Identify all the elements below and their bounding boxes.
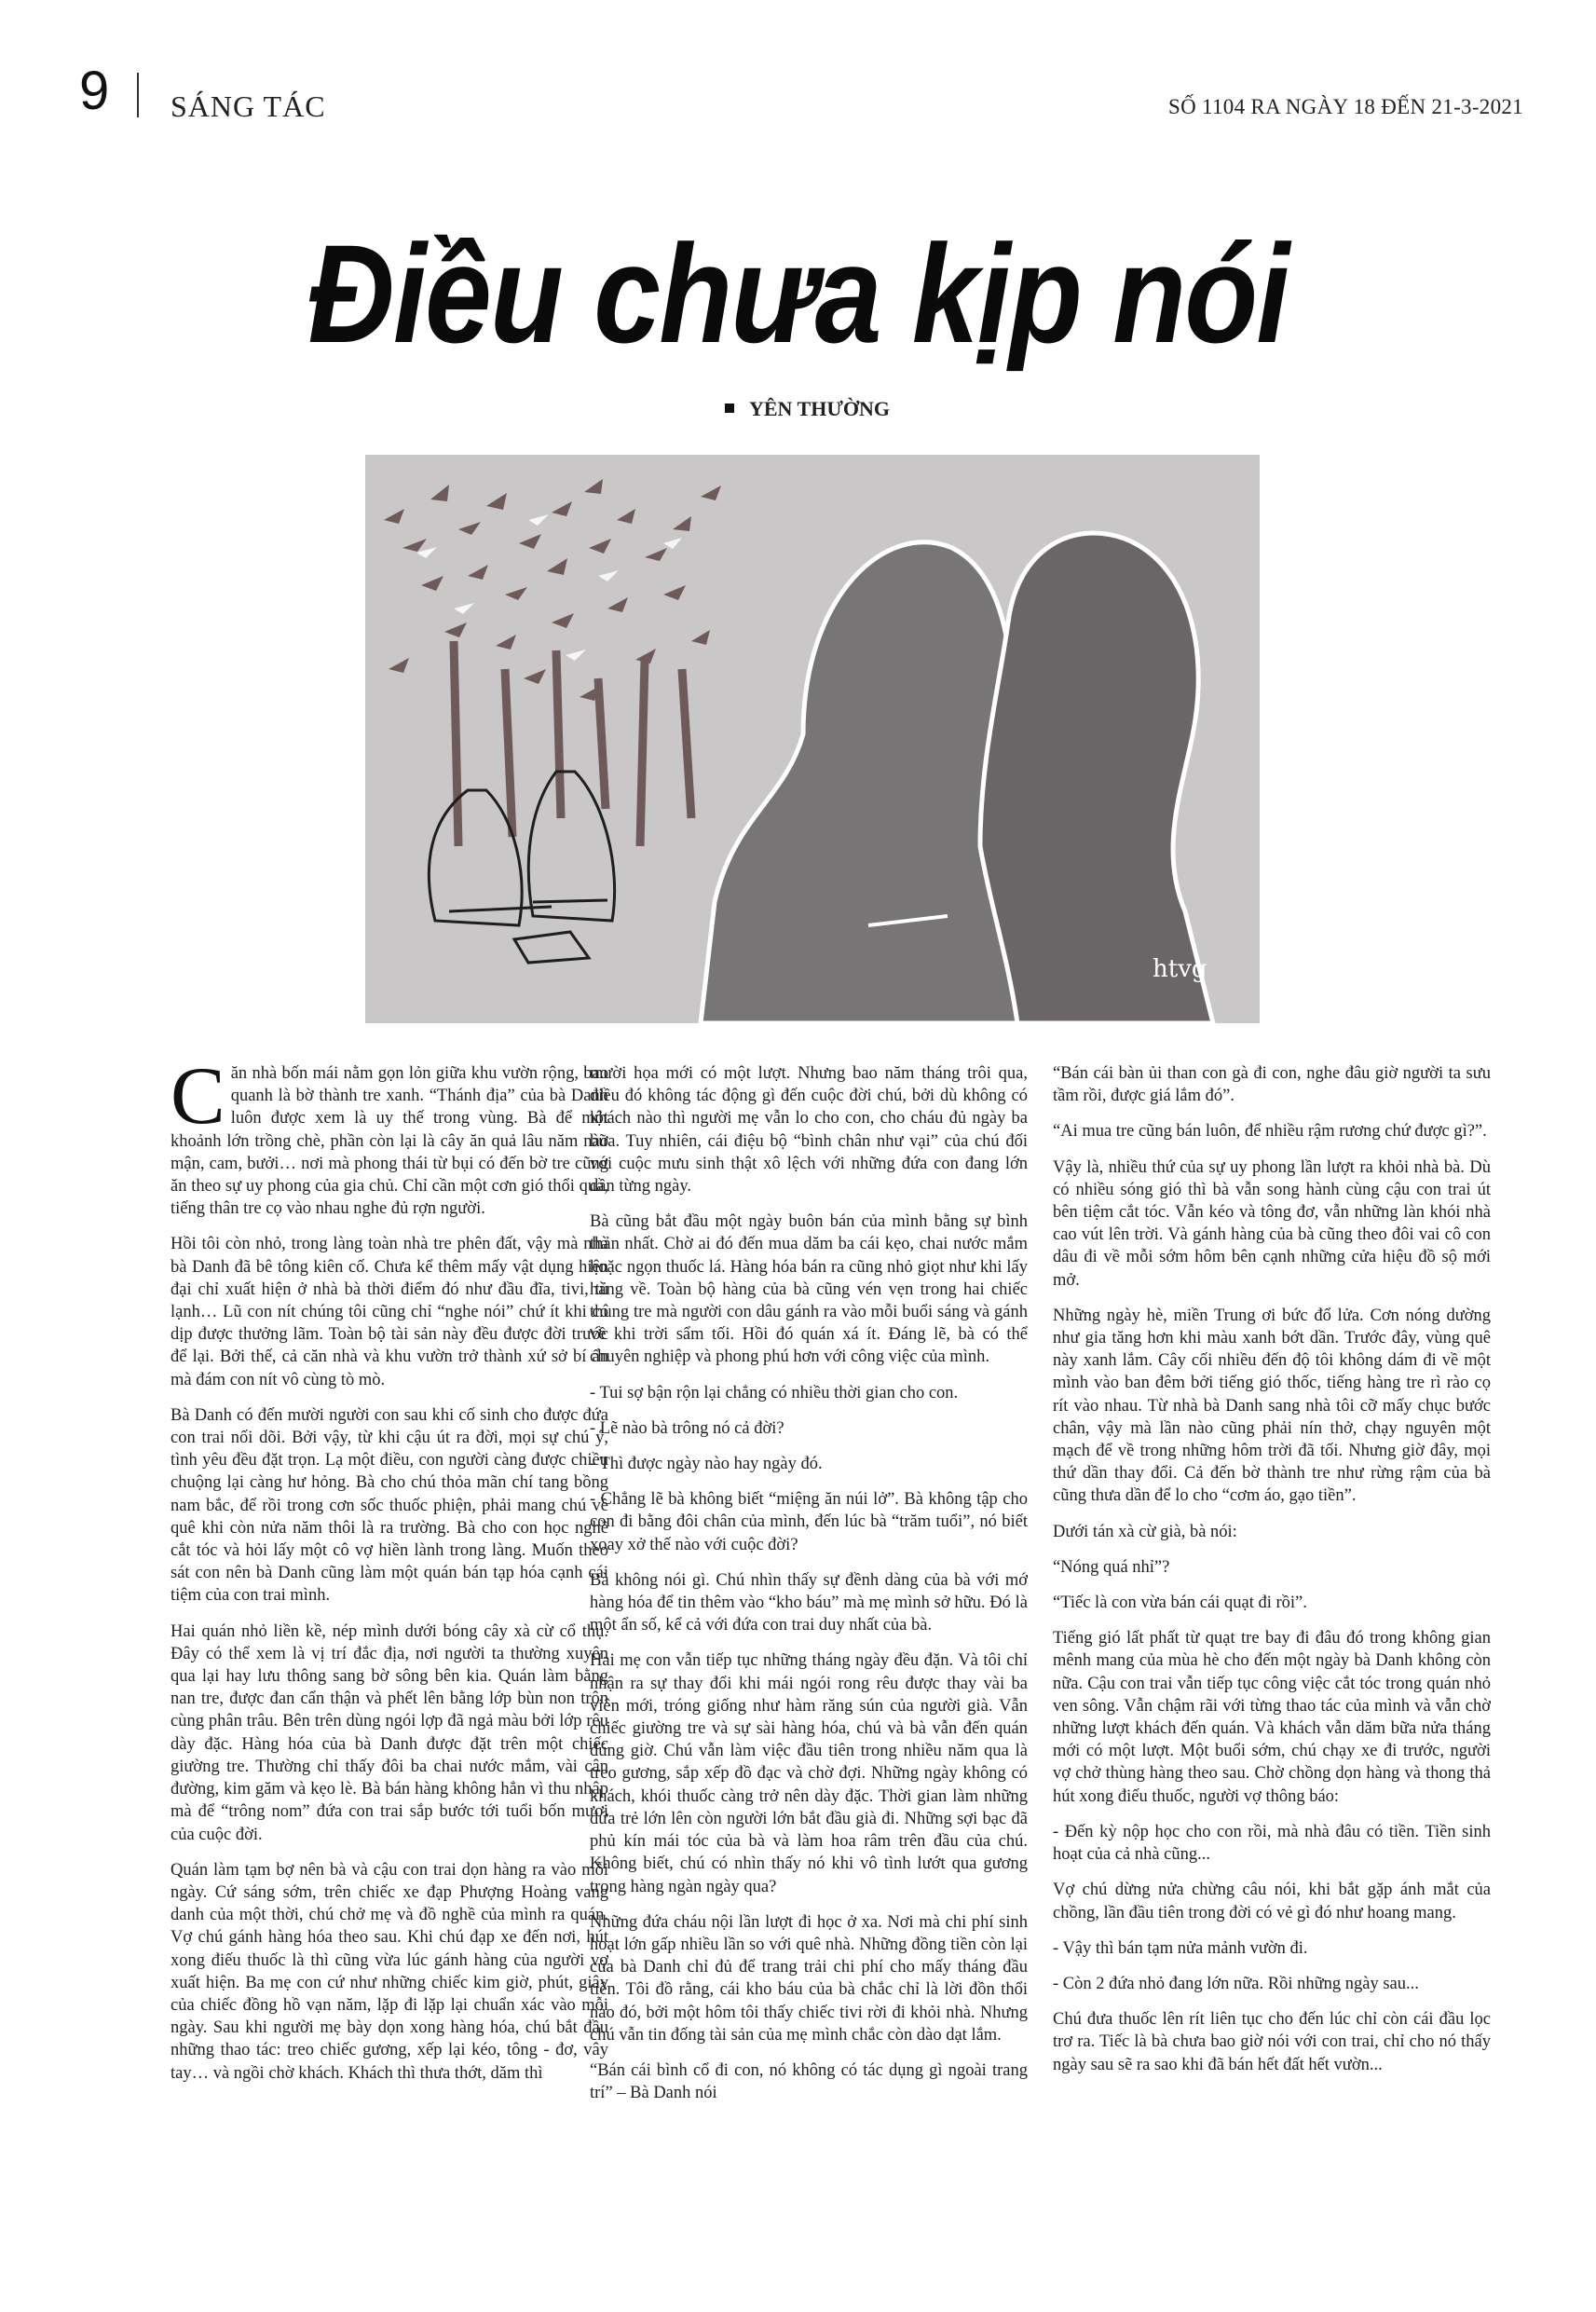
page-number: 9 bbox=[79, 61, 110, 121]
article-column-3 bbox=[1053, 1062, 1491, 2292]
illustration-signature: htvg bbox=[1153, 955, 1207, 983]
dialogue-line: - Đến kỳ nộp học cho con rồi, mà nhà đâu có tiền. Tiền sinh hoạt của cả nhà cũng... bbox=[1053, 1822, 1491, 1865]
paragraph: Chú đưa thuốc lên rít liên tục cho đến lúc chỉ còn cái đầu lọc trơ ra. Tiếc là bà chưa bao giờ nói với con trai, chỉ cho nó thấy ngày sau sẽ ra sao khi đã bán hết đất hết vườn... bbox=[1053, 2010, 1491, 2074]
drop-cap: C bbox=[171, 1062, 225, 1142]
dialogue-line: - Vậy thì bán tạm nửa mảnh vườn đi. bbox=[1053, 1938, 1308, 1958]
article-column-1 bbox=[171, 1062, 608, 2292]
article-title: Điều chưa kịp nói bbox=[307, 215, 1289, 372]
paragraph: Bà cũng bắt đầu một ngày buôn bán của mình bằng sự bình thản nhất. Chờ ai đó đến mua dăm ba cái kẹo, chai nước mắm hoặc ngọn thuốc lá. Hàng hóa bán ra cũng nhỏ giọt như khi lấy hàng về. Toàn bộ hàng của bà cũng vén vẹn trong hai chiếc thùng tre mà người con dâu gánh ra vào mỗi buổi sáng và gánh về khi trời sẩm tối. Hồi đó quán xá ít. Đáng lẽ, bà có thể chuyên nghiệp và phong phú hơn với công việc của mình. bbox=[590, 1212, 1028, 1367]
paragraph: Hai quán nhỏ liền kề, nép mình dưới bóng cây xà cừ cổ thụ. Đây có thể xem là vị trí đắc địa, nơi người ta thường xuyên qua lại hay lưu thông sang bờ sông bên kia. Quán làm bằng nan tre, được đan cẩn thận và phết lên bằng lớp bùn non trộn cùng phân trâu. Bên trên dùng ngói lợp đã ngả màu bởi lớp rêu dày đặc. Hàng hóa của bà Danh được đặt trên một chiếc giường tre. Thường chỉ thấy đôi ba chai nước mắm, vài cân đường, kim găm và kẹo lè. Bà bán hàng không hẳn vì thu nhập mà để “trông nom” đứa con trai sắp bước tới tuổi bốn mươi của cuộc đời. bbox=[171, 1621, 608, 1844]
dialogue-line: - Lẽ nào bà trông nó cả đời? bbox=[590, 1418, 784, 1438]
paragraph: mười họa mới có một lượt. Nhưng bao năm tháng trôi qua, điều đó không tác động gì đến cuộc đời chú, bởi dù không có khách nào thì người mẹ vẫn lo cho con, cho cháu đủ ngày ba bữa. Tuy nhiên, cái điệu bộ “bình chân như vại” của chú đối với cuộc mưu sinh thật xô lệch với những đứa con đang lớn dần từng ngày. bbox=[590, 1064, 1028, 1197]
dialogue-line: - Chẳng lẽ bà không biết “miệng ăn núi lở”. Bà không tập cho con đi bằng đôi chân của mình, đến lúc bà “trăm tuổi”, nó biết xoay xở thế nào với cuộc đời? bbox=[590, 1490, 1028, 1554]
page-header bbox=[79, 63, 1523, 129]
dialogue-line: - Tui sợ bận rộn lại chẳng có nhiều thời gian cho con. bbox=[590, 1383, 959, 1402]
byline bbox=[725, 397, 890, 421]
article-column-2 bbox=[590, 1062, 1028, 2292]
paragraph: Bà không nói gì. Chú nhìn thấy sự đềnh dàng của bà với mớ hàng hóa để tin thêm vào “kho báu” mà mẹ mình sở hữu. Đó là một ẩn số, kể cả với đứa con trai duy nhất của bà. bbox=[590, 1570, 1028, 1635]
dialogue-line: - Thì được ngày nào hay ngày đó. bbox=[590, 1455, 823, 1474]
byline-bullet-icon bbox=[725, 404, 734, 413]
dialogue-line: “Tiếc là con vừa bán cái quạt đi rồi”. bbox=[1053, 1594, 1307, 1613]
paragraph: Những ngày hè, miền Trung ơi bức đổ lửa. Cơn nóng dường như gia tăng hơn khi màu xanh bớt dần. Trước đây, vùng quê này xanh lắm. Cây cối nhiều đến độ tôi không dám đi về một mình vào ban đêm bởi tiếng gió thốc, tiếng hàng tre rì rào cọ rít vào nhau. Từ nhà bà Danh sang nhà tôi cỡ mấy chục bước chân, vậy mà lần nào cũng phải nín thở, chạy nguyên một mạch để về trong những hôm trời đã tối. Nhưng giờ đây, mọi thứ dần thay đổi. Cả đến bờ thành tre như rừng rậm của bà cũng thưa dần để lo cho “cơm áo, gạo tiền”. bbox=[1053, 1306, 1491, 1506]
paragraph: Hồi tôi còn nhỏ, trong làng toàn nhà tre phên đất, vậy mà nhà bà Danh đã bê tông kiên cố. Chưa kể thêm mấy vật dụng hiện đại chỉ xuất hiện ở nhà bà thời điểm đó như đầu đĩa, tivi, tủ lạnh… Lũ con nít chúng tôi cũng chỉ “nghe nói” chứ ít khi có dịp được thưởng lãm. Toàn bộ tài sản này đều được đời trước để lại. Bởi thế, cả căn nhà và khu vườn trở thành xứ sở bí ẩn mà đám con nít vô cùng tò mò. bbox=[171, 1235, 608, 1389]
paragraph: “Bán cái bình cổ đi con, nó không có tác dụng gì ngoài trang trí” – Bà Danh nói bbox=[590, 2060, 1028, 2103]
issue-info: SỐ 1104 RA NGÀY 18 ĐẾN 21-3-2021 bbox=[1167, 95, 1523, 118]
paragraph: Bà Danh có đến mười người con sau khi cố sinh cho được đứa con trai nối dõi. Bởi vậy, từ khi cậu út ra đời, mọi sự chú ý, tình yêu đều đặt trọn. Lạ một điều, con người càng được chiều chuộng lại càng hư hỏng. Bà cho chú thỏa mãn chí tang bồng nam bắc, để rồi trong cơn sốc thuốc phiện, phải mang chú về quê khi còn nửa năm thôi là ra trường. Bà cho con học nghề cắt tóc và hỏi lấy một cô vợ hiền lành trong làng. Muốn theo sát con nên bà Danh cũng làm một quán bán tạp hóa cạnh cái tiệm của con trai mình. bbox=[171, 1405, 608, 1606]
paragraph: Quán làm tạm bợ nên bà và cậu con trai dọn hàng ra vào mỗi ngày. Cứ sáng sớm, trên chiếc xe đạp Phượng Hoàng vang danh của một thời, chú chở mẹ và đồ nghề của mình ra quán. Vợ chú gánh hàng hóa theo sau. Khi chú đạp xe đến nơi, hút xong điếu thuốc là thì cũng vừa lúc gánh hàng của người vợ xuất hiện. Ba mẹ con cứ như những chiếc kim giờ, phút, giây của chiếc đồng hồ vạn năm, lặp đi lặp lại chuẩn xác vào mỗi ngày. Sau khi người mẹ bày dọn xong hàng hóa, chú bắt đầu những thao tác: treo chiếc gương, xếp lại kéo, tông - đơ, vây tay… và ngồi chờ khách. Khách thì thưa thớt, dăm thì bbox=[171, 1860, 608, 2083]
dialogue-line: - Còn 2 đứa nhỏ đang lớn nữa. Rồi những ngày sau... bbox=[1053, 1974, 1419, 1993]
article-illustration bbox=[365, 455, 1260, 1023]
paragraph: Vậy là, nhiều thứ của sự uy phong lần lượt ra khỏi nhà bà. Dù có nhiều sóng gió thì bà vẫn song hành cùng cậu con trai út bên tiệm cắt tóc. Vẫn kéo và tông đơ, vẫn những làn khói nhà cao vút lên trời. Và gánh hàng của bà cũng theo đôi vai cô con dâu đi về mỗi sớm hôm bên cạnh những cửa hiệu đồ sộ mới mở. bbox=[1053, 1157, 1491, 1290]
header-divider bbox=[137, 73, 139, 117]
dialogue-line: “Nóng quá nhỉ”? bbox=[1053, 1557, 1170, 1577]
paragraph: Dưới tán xà cừ già, bà nói: bbox=[1053, 1522, 1237, 1541]
paragraph: Tiếng gió lất phất từ quạt tre bay đi đâu đó trong không gian mênh mang của mùa hè cho đến một ngày bà Danh không còn nữa. Cậu con trai vẫn tiếp tục công việc cắt tóc trong quán nhỏ ven sông. Vẫn chậm rãi với từng thao tác của mình và vẫn chờ những lượt khách đến quán. Và khách vẫn dăm bữa nửa tháng mới có một lượt. Một buổi sớm, chú chạy xe đi trước, người vợ chở thùng hàng theo sau. Chờ chồng dọn hàng và thong thả hút xong điếu thuốc, người vợ thông báo: bbox=[1053, 1629, 1491, 1806]
author-name: YÊN THƯỜNG bbox=[749, 397, 890, 420]
paragraph: “Bán cái bàn ủi than con gà đi con, nghe đâu giờ người ta sưu tầm rồi, được giá lắm đó”. bbox=[1053, 1064, 1491, 1106]
paragraph: Những đứa cháu nội lần lượt đi học ở xa. Nơi mà chi phí sinh hoạt lớn gấp nhiều lần so với quê nhà. Những đồng tiền còn lại của bà Danh chỉ đủ để trang trải chi phí cho mấy tháng đầu tiên. Tôi đồ rằng, cái kho báu của bà chắc chỉ là lời đồn thổi nào đó, bởi một hôm tôi thấy chiếc tivi rời đi khỏi nhà. Nhưng chú vẫn tin đống tài sản của mẹ mình chắc còn dào dạt lắm. bbox=[590, 1912, 1028, 2045]
paragraph: Hai mẹ con vẫn tiếp tục những tháng ngày đều đặn. Và tôi chỉ nhận ra sự thay đổi khi mái ngói rong rêu được thay vài ba viên mới, tróng giống như hàm răng sún của người già. Vẫn chiếc giường tre và sự sài hàng hóa, chú và bà vẫn đến quán đúng giờ. Chú vẫn làm việc đầu tiên trong nhiều năm qua là treo gương, sắp xếp đồ đạc và chờ đợi. Những ngày không có khách, khói thuốc càng trở nên dày đặc. Thời gian làm những đứa trẻ lớn lên còn người lớn bắt đầu già đi. Những sợi bạc đã phủ kín mái tóc của bà và làm hoa râm trên đầu của chú. Không biết, chú có nhìn thấy nó khi vô tình lướt qua gương trong hàng ngàn ngày qua? bbox=[590, 1651, 1028, 1896]
section-name: SÁNG TÁC bbox=[171, 89, 326, 123]
paragraph: Vợ chú dừng nửa chừng câu nói, khi bắt gặp ánh mắt của chồng, lần đầu tiên trong đời có vẻ gì đó như hoang mang. bbox=[1053, 1881, 1491, 1922]
paragraph: Căn nhà bốn mái nằm gọn lỏn giữa khu vườn rộng, bao quanh là bờ thành tre xanh. “Thánh địa” của bà Danh luôn được xem là uy thế trong vùng. Bà để một khoảnh lớn trồng chè, phần còn lại là cây ăn quả lâu năm nào mận, cam, bưởi… nơi mà phong thái từ bụi có đến bờ tre cũng ăn theo sự uy phong của gia chủ. Chỉ cần một cơn gió thổi qua, tiếng thân tre cọ vào nhau nghe đủ rợn người. bbox=[171, 1062, 608, 1219]
paragraph: “Ai mua tre cũng bán luôn, để nhiều rậm rương chứ được gì?”. bbox=[1053, 1122, 1487, 1142]
